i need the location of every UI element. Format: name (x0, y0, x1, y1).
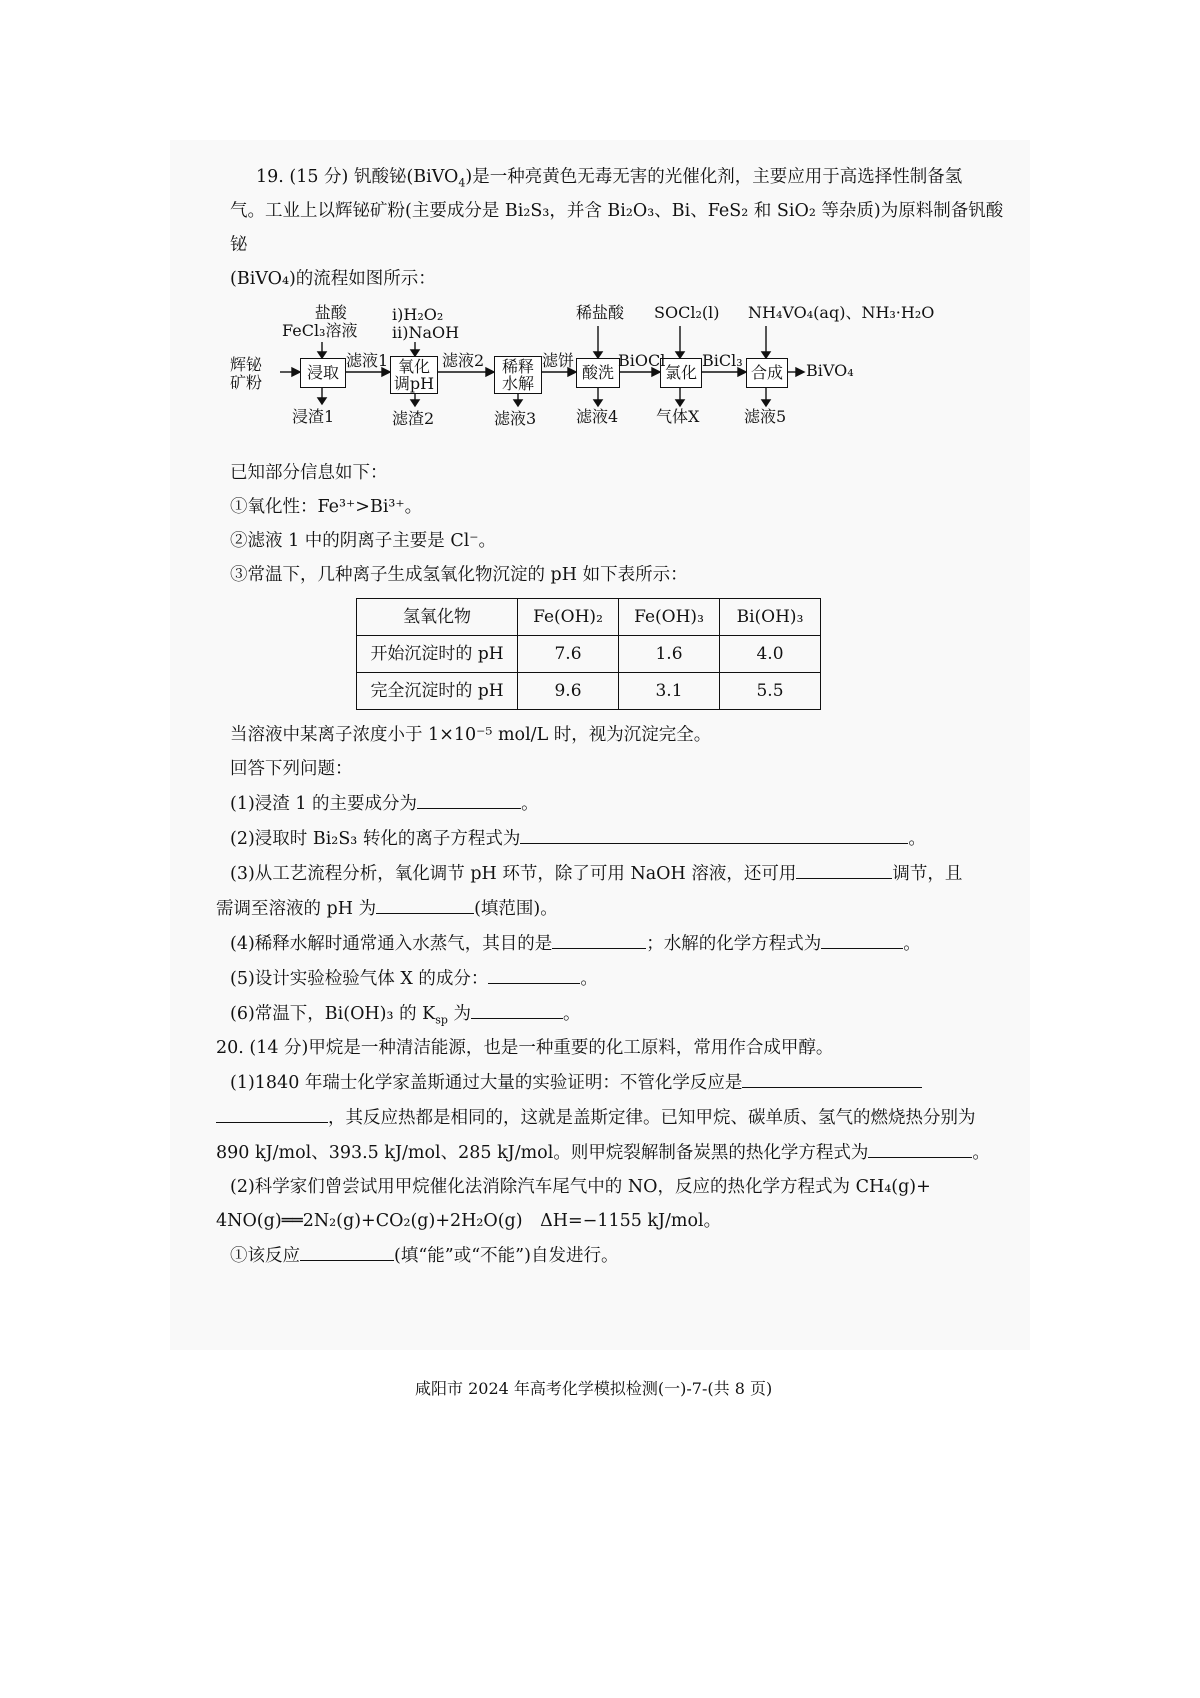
table-cell: 1.6 (619, 636, 720, 673)
answer-blank[interactable] (520, 821, 908, 844)
question-19-4: (4)稀释水解时通常通入水蒸气，其目的是 ；水解的化学方程式为 。 (230, 926, 1020, 961)
answer-blank[interactable] (868, 1135, 972, 1158)
answer-blank[interactable] (796, 856, 892, 879)
question-20-1-cont: ，其反应热都是相同的，这就是盖斯定律。已知甲烷、碳单质、氢气的燃烧热分别为 (216, 1100, 1020, 1135)
step-acid-wash-box: 酸洗 (576, 358, 620, 388)
stream-filtrate2: 滤液2 (442, 351, 485, 370)
question-20-2-cont: 4NO(g)══2N₂(g)+CO₂(g)+2H₂O(g) ΔH=−1155 kJ/mol。 (216, 1211, 722, 1231)
output-filtrate3: 滤液3 (494, 409, 537, 428)
question-19-3-cont: 需调至溶液的 pH 为 (填范围)。 (216, 891, 1020, 926)
reagent-chlorinate: SOCl₂(l) (654, 303, 720, 322)
question-20-1-cont2: 890 kJ/mol、393.5 kJ/mol、285 kJ/mol。则甲烷裂解制备炭黑的热化学方程式为 。 (216, 1135, 1020, 1170)
output-residue1: 浸渣1 (292, 407, 335, 426)
step-leach-box: 浸取 (300, 358, 346, 388)
output-filtrate5: 滤液5 (744, 407, 787, 426)
table-row (357, 636, 821, 673)
answer-prompt: 回答下列问题： (230, 759, 353, 779)
known-info-heading: 已知部分信息如下： (230, 463, 388, 483)
table-cell: 9.6 (518, 673, 619, 710)
info-1: ①氧化性：Fe³⁺>Bi³⁺。 (230, 497, 423, 517)
answer-blank[interactable] (742, 1065, 922, 1088)
answer-blank[interactable] (488, 961, 580, 984)
q19-line3: (BiVO₄)的流程如图所示： (230, 269, 436, 289)
table-cell: 完全沉淀时的 pH (357, 673, 518, 710)
table-cell: 4.0 (720, 636, 821, 673)
reagent-oxidize: i)H₂O₂ ii)NaOH (392, 305, 460, 342)
question-20-2-1: ①该反应 (填“能”或“不能”)自发进行。 (230, 1238, 1020, 1273)
product-bivo4: BiVO₄ (806, 361, 854, 380)
output-residue2: 滤渣2 (392, 409, 435, 428)
question-20-1: (1)1840 年瑞士化学家盖斯通过大量的实验证明：不管化学反应是 (230, 1065, 1020, 1100)
info-3: ③常温下，几种离子生成氢氧化物沉淀的 pH 如下表所示： (230, 565, 688, 585)
table-cell: 3.1 (619, 673, 720, 710)
table-header: Bi(OH)₃ (720, 599, 821, 636)
answer-blank[interactable] (552, 926, 646, 949)
answer-blank[interactable] (821, 926, 903, 949)
page-footer: 咸阳市 2024 年高考化学模拟检测(一)-7-(共 8 页) (415, 1379, 773, 1398)
document-page (216, 160, 1020, 1398)
table-row (357, 673, 821, 710)
step-hydrolysis-box: 稀释 水解 (494, 356, 542, 394)
table-cell: 7.6 (518, 636, 619, 673)
answer-blank[interactable] (417, 786, 521, 809)
step-chlorinate-box: 氯化 (660, 358, 702, 388)
stream-filtrate1: 滤液1 (346, 351, 389, 370)
answer-blank[interactable] (216, 1100, 328, 1123)
question-19-3: (3)从工艺流程分析，氧化调节 pH 环节，除了可用 NaOH 溶液，还可用 调节，且 (230, 856, 1020, 891)
reagent-acid-wash: 稀盐酸 (576, 303, 625, 322)
table-header: Fe(OH)₂ (518, 599, 619, 636)
stream-biocl: BiOCl (618, 351, 666, 370)
reagent-leach: 盐酸 FeCl₃溶液 (282, 303, 358, 340)
answer-blank[interactable] (376, 891, 474, 914)
precipitation-note: 当溶液中某离子浓度小于 1×10⁻⁵ mol/L 时，视为沉淀完全。 (230, 725, 712, 745)
q20-intro: 20. (14 分)甲烷是一种清洁能源，也是一种重要的化工原料，常用作合成甲醇。 (216, 1038, 834, 1058)
output-filtrate4: 滤液4 (576, 407, 619, 426)
stream-bicl3: BiCl₃ (702, 351, 743, 370)
table-cell: 5.5 (720, 673, 821, 710)
step-synthesis-box: 合成 (746, 358, 788, 388)
question-19-2: (2)浸取时 Bi₂S₃ 转化的离子方程式为 。 (230, 821, 1020, 856)
reagent-synthesis: NH₄VO₄(aq)、NH₃·H₂O (748, 303, 935, 322)
q19-intro: 19. (15 分) 钒酸铋(BiVO$_4$)是一种亮黄色无毒无害的光催化剂，主要应用于高选择性制备氢 (256, 167, 963, 190)
question-19-1: (1)浸渣 1 的主要成分为 。 (230, 786, 1020, 821)
table-header: 氢氧化物 (357, 599, 518, 636)
answer-blank[interactable] (300, 1238, 394, 1261)
table-header-row (357, 599, 821, 636)
raw-material: 辉铋 矿粉 (230, 355, 263, 392)
step-oxidize-box: 氧化 调pH (390, 356, 438, 394)
question-20-2: (2)科学家们曾尝试用甲烷催化法消除汽车尾气中的 NO，反应的热化学方程式为 CH₄(g)+ (230, 1177, 931, 1197)
stream-filter-cake: 滤饼 (542, 351, 575, 370)
answer-blank[interactable] (471, 996, 563, 1019)
output-gas-x: 气体X (656, 407, 700, 426)
table-header: Fe(OH)₃ (619, 599, 720, 636)
info-2: ②滤液 1 中的阴离子主要是 Cl⁻。 (230, 531, 497, 551)
q19-line2: 气。工业上以辉铋矿粉(主要成分是 Bi₂S₃，并含 Bi₂O₃、Bi、FeS₂ 和 SiO₂ 等杂质)为原料制备钒酸铋 (230, 201, 1004, 255)
question-19-6: (6)常温下，Bi(OH)₃ 的 $K_{sp}$ 为 。 (230, 996, 1020, 1031)
process-flow-diagram (230, 300, 1020, 450)
question-19-5: (5)设计实验检验气体 X 的成分： 。 (230, 961, 1020, 996)
hydroxide-ph-table (356, 598, 821, 710)
table-cell: 开始沉淀时的 pH (357, 636, 518, 673)
